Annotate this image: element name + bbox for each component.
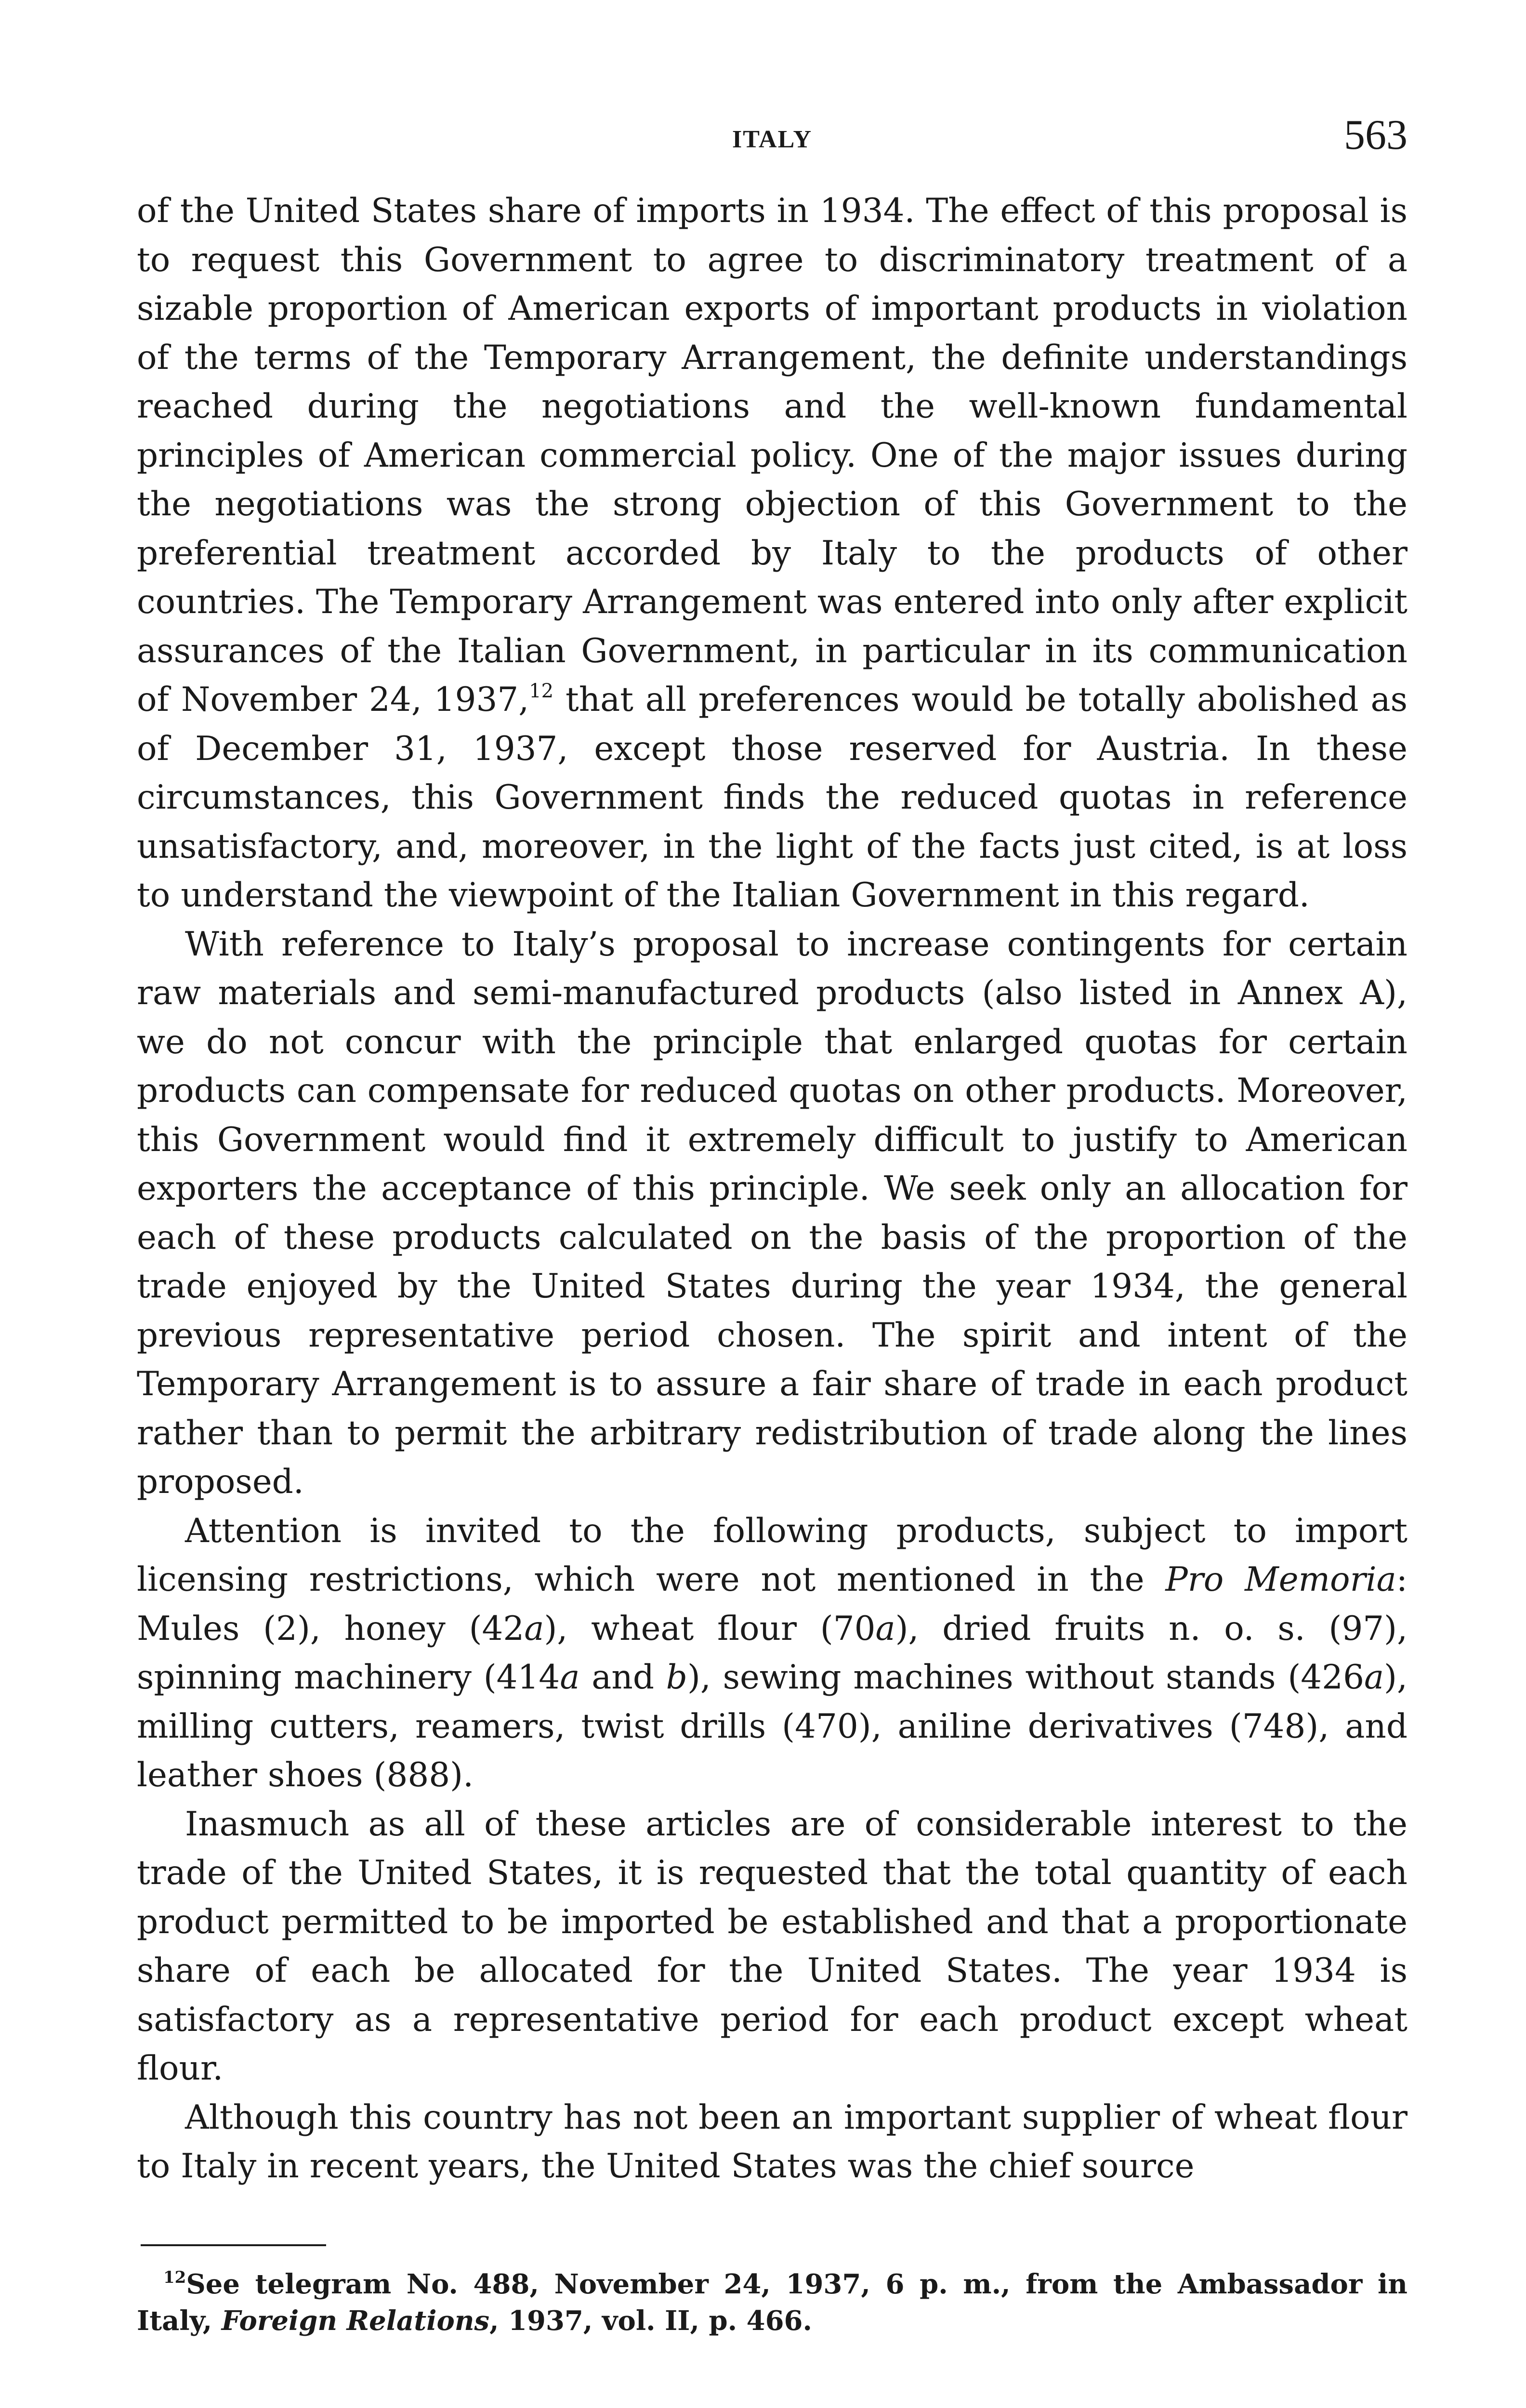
paragraph-3-text-d: ), dried fruits n. o. s. (97), spinning machinery (414 [137, 1609, 1408, 1697]
paragraph-3-text-g: ), milling cutters, reamers, twist drills (470), aniline derivatives (748), and leather shoes (888). [137, 1658, 1408, 1794]
paragraph-4: Inasmuch as all of these articles are of considerable interest to the trade of the United States, it is requested that the total quantity of each product permitted to be imported be established and that a proportionate share of each be allocated for the United States. The year 1934 is satisfactory as a representative period for each product except wheat flour. [137, 1805, 1408, 2088]
foreign-relations-title: Foreign Relations [221, 2305, 490, 2337]
item-suffix-a-1: a [524, 1609, 544, 1648]
item-suffix-a-4: a [1364, 1658, 1384, 1697]
footnote-12 [137, 2266, 1408, 2339]
paragraph-1-text-b: that all preferences would be totally abolished as of December 31, 1937, except those reserved for Austria. In these circumstances, this Government finds the reduced quotas in reference unsatisfactory, and, moreover, in the light of the facts just cited, is at loss to understand the viewpoint of the Italian Government in this regard. [137, 681, 1408, 915]
paragraph-3 [137, 1507, 1408, 1800]
paragraph-3-text-c: ), wheat flour (70 [544, 1609, 876, 1648]
running-head [137, 111, 1408, 164]
paragraph-3-text-e: and [579, 1658, 666, 1697]
footnote-marker: 12 [163, 2268, 186, 2287]
item-suffix-a-3: a [560, 1658, 580, 1697]
item-suffix-b: b [666, 1658, 687, 1697]
footnote-text-b: , 1937, vol. II, p. 466. [489, 2305, 812, 2337]
paragraph-2: With reference to Italy’s proposal to increase contingents for certain raw materials and semi-manufactured products (also listed in Annex A), we do not concur with the principle that enlarged quotas for certain products can compensate for reduced quotas on other products. Moreover, this Government would find it extremely difficult to justify to American exporters the acceptance of this principle. We seek only an allocation for each of these products calculated on the basis of the proportion of the trade enjoyed by the United States during the year 1934, the general previous representative period chosen. The spirit and intent of the Temporary Arrangement is to assure a fair share of trade in each product rather than to permit the arbitrary redistribution of trade along the lines proposed. [137, 925, 1408, 1501]
footnote-text-a: See telegram No. 488, November 24, 1937, 6 p. m., from the Ambassador in Italy, [137, 2268, 1408, 2337]
paragraph-5: Although this country has not been an important supplier of wheat flour to Italy in recent years, the United States was the chief source [137, 2098, 1408, 2186]
footnote [137, 2266, 1408, 2339]
page-number: 563 [1344, 112, 1408, 158]
paragraph-1-text-a: of the United States share of imports in 1934. The effect of this proposal is to request this Government to agree to discriminatory treatment of a sizable proportion of American exports of important products in violation of the terms of the Temporary Arrangement, the definite understandings reached during the negotiations and the well-known fundamental principles of American commercial policy. One of the major issues during the negotiations was the strong objection of this Government to the preferential treatment accorded by Italy to the products of other countries. The Temporary Arrangement was entered into only after explicit assurances of the Italian Government, in particular in its communication of November 24, 1937, [137, 192, 1408, 719]
body-text [137, 187, 1408, 2191]
footnote-divider [141, 2244, 326, 2246]
paragraph-3-text-a: Attention is invited to the following products, subject to import licensing restrictions, which were not mentioned in the [137, 1511, 1408, 1599]
running-head-title: ITALY [732, 126, 813, 153]
paragraph-1 [137, 187, 1408, 920]
paragraph-3-text-b: : Mules (2), honey (42 [137, 1560, 1408, 1648]
paragraph-3-text-f: ), sewing machines without stands (426 [687, 1658, 1364, 1697]
footnote-reference-12: 12 [529, 680, 554, 702]
item-suffix-a-2: a [875, 1609, 895, 1648]
pro-memoria-title: Pro Memoria [1165, 1560, 1396, 1599]
